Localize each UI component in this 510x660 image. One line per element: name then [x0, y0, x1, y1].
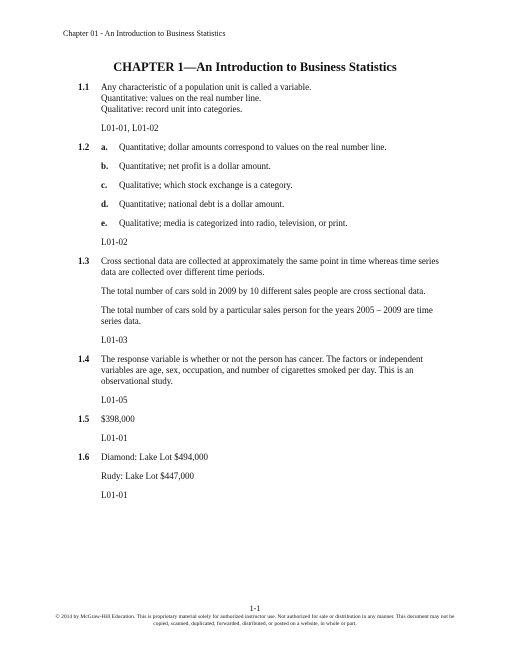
problem-1-6 [78, 452, 450, 501]
answer-line: Any characteristic of a population unit is called a variable. [101, 82, 312, 92]
answer-paragraph: The total number of cars sold in 2009 by 10 different sales people are cross sectional data. [101, 286, 426, 296]
sub-letter: a. [101, 142, 108, 152]
answer-paragraph: Rudy: Lake Lot $447,000 [101, 471, 194, 481]
learning-objective: L01-05 [101, 395, 128, 405]
sub-answer [101, 142, 450, 153]
problem-1-5 [78, 414, 450, 444]
problem-number: 1.3 [78, 256, 90, 266]
sub-text: Qualitative; media is categorized into radio, television, or print. [119, 218, 348, 228]
running-header: Chapter 01 - An Introduction to Business Statistics [63, 29, 226, 38]
answer-paragraph: Diamond: Lake Lot $494,000 [101, 452, 208, 462]
problem-1-4 [78, 354, 450, 406]
sub-letter: c. [101, 180, 108, 190]
learning-objective: L01-02 [101, 237, 128, 247]
sub-text: Qualitative; which stock exchange is a category. [119, 180, 293, 190]
page-number: 1-1 [249, 604, 261, 613]
sub-text: Quantitative; net profit is a dollar amount. [119, 161, 271, 171]
sub-letter: e. [101, 218, 108, 228]
answer-line: Quantitative: values on the real number line. [101, 93, 262, 103]
problem-number: 1.6 [78, 452, 90, 462]
problem-1-3 [78, 256, 450, 346]
answer-paragraph: The response variable is whether or not the person has cancer. The factors or independent variables are age, sex, occupation, and number of cigarettes smoked per day. This is an observational study. [101, 354, 423, 386]
problem-1-1 [78, 82, 450, 134]
learning-objective: L01-01 [101, 490, 128, 500]
learning-objective: L01-01, L01-02 [101, 123, 159, 133]
answer-line: Qualitative: record unit into categories. [101, 104, 243, 114]
sub-answer [101, 199, 450, 210]
sub-text: Quantitative; national debt is a dollar amount. [119, 199, 285, 209]
problem-number: 1.2 [78, 142, 90, 152]
sub-answer [101, 161, 450, 172]
answer-paragraph: Cross sectional data are collected at approximately the same point in time whereas time series data are collected over different time periods. [101, 256, 439, 277]
sub-letter: b. [101, 161, 109, 171]
copyright-footer: © 2014 by McGraw-Hill Education. This is proprietary material solely for authorized instructor use. Not authorized for sale or distribution in any manner. This document may not be copied, scanned, duplicated, forwarded, distributed, or posted on a website, in whole or part. [55, 614, 455, 627]
chapter-title: CHAPTER 1—An Introduction to Business Statistics [113, 60, 397, 74]
problem-1-2 [78, 142, 450, 248]
sub-text: Quantitative; dollar amounts correspond to values on the real number line. [119, 142, 387, 152]
sub-letter: d. [101, 199, 109, 209]
learning-objective: L01-03 [101, 335, 128, 345]
answer-paragraph: The total number of cars sold by a particular sales person for the years 2005 – 2009 are time series data. [101, 305, 433, 326]
learning-objective: L01-01 [101, 433, 128, 443]
sub-answer [101, 180, 450, 191]
problem-number: 1.4 [78, 354, 90, 364]
problem-number: 1.1 [78, 82, 90, 92]
document-body [78, 82, 450, 509]
answer-paragraph: $398,000 [101, 414, 135, 424]
problem-number: 1.5 [78, 414, 90, 424]
sub-answer [101, 218, 450, 229]
